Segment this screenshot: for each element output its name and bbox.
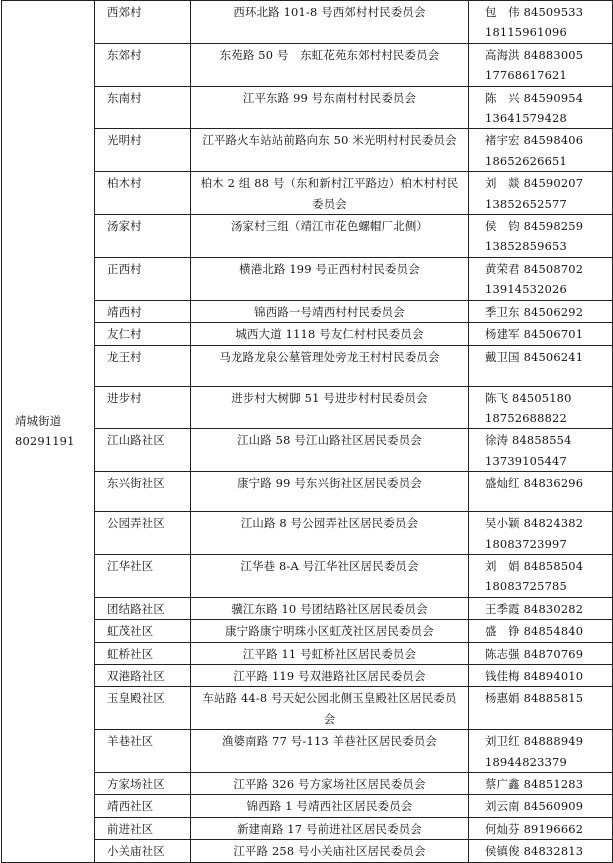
contact-mobile: 18083725785 [485,579,567,594]
address: 东苑路 50 号 东虹花苑东郊村村民委员会 [191,43,469,86]
contact-person-phone: 蔡广鑫 84851283 [485,777,584,791]
village-name: 汤家村 [95,215,191,258]
contact-cell [469,773,613,795]
village-name: 团结路社区 [95,597,191,619]
contact-person-phone: 陈 兴 84590954 [485,90,584,105]
contact-person-phone: 杨建军 84506701 [485,327,584,342]
contact-person-phone: 刘云南 84560909 [485,799,584,814]
address: 锦西路 1 号靖西社区居民委员会 [191,795,469,817]
contact-mobile: 13852859653 [485,239,567,254]
contact-cell [469,664,613,686]
contact-person-phone: 高海洪 84883005 [485,47,584,62]
village-name: 江山路社区 [95,429,191,472]
contact-person-phone: 刘 娟 84858504 [485,558,584,573]
community-contact-table [1,0,613,863]
contact-person-phone: 陈飞 84505180 [485,390,572,405]
village-name: 进步村 [95,386,191,429]
contact-cell [469,472,613,512]
contact-person-phone: 吴小颖 84824382 [485,516,584,531]
address: 进步村大树脚 51 号进步村村民委员会 [191,386,469,429]
village-name: 前进社区 [95,817,191,839]
contact-mobile: 18944823379 [485,754,567,769]
village-name: 靖西村 [95,300,191,322]
village-name: 虹桥社区 [95,642,191,664]
contact-person-phone: 钱佳梅 84894010 [485,668,584,683]
address: 康宁路康宁明珠小区虹茂社区居民委员会 [191,620,469,642]
village-name: 东郊村 [95,43,191,86]
village-name: 友仁村 [95,323,191,345]
contact-mobile: 18752688822 [485,410,567,425]
contact-cell [469,386,613,429]
address: 城西大道 1118 号友仁村村民委员会 [191,323,469,345]
address: 康宁路 99 号东兴街社区居民委员会 [191,472,469,512]
contact-mobile: 18652626651 [485,153,567,168]
contact-cell [469,597,613,619]
contact-cell [469,512,613,555]
contact-person-phone: 戴卫国 84506241 [485,349,584,364]
contact-cell [469,1,613,44]
village-name: 虹茂社区 [95,620,191,642]
table-row [2,1,613,44]
address: 马龙路龙泉公墓管理处旁龙王村村民委员会 [191,345,469,386]
contact-person-phone: 侯镇俊 84832813 [485,844,584,859]
contact-cell [469,620,613,642]
contact-person-phone: 何灿芬 89196662 [485,821,584,836]
address: 汤家村三组（靖江市花色螺帽厂北侧） [191,215,469,258]
address: 柏木 2 组 88 号（东和新村江平路边）柏木村村民委员会 [191,172,469,215]
village-name: 公园弄社区 [95,512,191,555]
contact-person-phone: 刘 燚 84590207 [485,176,584,191]
contact-cell [469,840,613,862]
contact-mobile: 13914532026 [485,282,567,297]
address: 锦西路一号靖西村村民委员会 [191,300,469,322]
village-name: 玉皇殿社区 [95,687,191,730]
contact-person-phone: 陈志强 84870769 [485,646,584,661]
contact-cell [469,687,613,730]
address: 江华巷 8-A 号江华社区居民委员会 [191,554,469,597]
contact-person-phone: 包 伟 84509533 [485,5,584,19]
district-cell [2,1,95,863]
address: 江平东路 99 号东南村村民委员会 [191,86,469,129]
contact-person-phone: 王季霞 84830282 [485,601,584,616]
address: 江平路 326 号方家场社区居民委员会 [191,773,469,795]
village-name: 龙王村 [95,345,191,386]
contact-cell [469,642,613,664]
address: 横港北路 199 号正西村村民委员会 [191,257,469,300]
village-name: 羊巷社区 [95,730,191,773]
contact-mobile: 18115961096 [485,25,567,40]
contact-cell [469,429,613,472]
contact-cell [469,129,613,172]
village-name: 小关庙社区 [95,840,191,862]
contact-cell [469,795,613,817]
contact-cell [469,257,613,300]
village-name: 正西村 [95,257,191,300]
contact-person-phone: 盛灿红 84836296 [485,476,584,491]
contact-cell [469,730,613,773]
contact-cell [469,172,613,215]
contact-cell [469,817,613,839]
contact-person-phone: 褚宇宏 84598406 [485,133,584,148]
contact-mobile: 13852652577 [485,196,567,211]
address: 江山路 58 号江山路社区居民委员会 [191,429,469,472]
contact-cell [469,43,613,86]
village-name: 靖西社区 [95,795,191,817]
contact-cell [469,323,613,345]
village-name: 柏木村 [95,172,191,215]
contact-cell [469,86,613,129]
contact-mobile: 13739105447 [485,453,567,468]
village-name: 双港路社区 [95,664,191,686]
contact-person-phone: 侯 钧 84598259 [485,219,584,234]
contact-cell [469,300,613,322]
contact-person-phone: 杨惠娟 84885815 [485,691,584,706]
address: 车站路 44-8 号天妃公园北侧玉皇殿社区居民委员会 [191,687,469,730]
village-name: 东兴街社区 [95,472,191,512]
contact-mobile: 17768617621 [485,68,567,83]
contact-mobile: 13641579428 [485,111,567,126]
village-name: 光明村 [95,129,191,172]
contact-person-phone: 盛 铮 84854840 [485,624,584,639]
contact-cell [469,554,613,597]
contact-cell [469,215,613,258]
village-name: 江华社区 [95,554,191,597]
address: 江平路 11 号虹桥社区居民委员会 [191,642,469,664]
village-name: 西郊村 [95,1,191,44]
address: 江平路 119 号双港路社区居民委员会 [191,664,469,686]
address: 江平路 258 号小关庙社区居民委员会 [191,840,469,862]
address: 西环北路 101-8 号西郊村村民委员会 [191,1,469,44]
contact-person-phone: 刘卫红 84888949 [485,734,584,749]
table-body [2,1,613,863]
contact-cell [469,345,613,386]
district-name: 靖城街道 [15,414,62,429]
contact-person-phone: 季卫东 84506292 [485,304,584,319]
address: 江山路 8 号公园弄社区居民委员会 [191,512,469,555]
district-phone: 80291191 [15,434,75,449]
village-name: 东南村 [95,86,191,129]
address: 骥江东路 10 号团结路社区居民委员会 [191,597,469,619]
village-name: 方家场社区 [95,773,191,795]
address: 新建南路 17 号前进社区居民委员会 [191,817,469,839]
address: 江平路火车站站前路向东 50 米光明村村民委员会 [191,129,469,172]
address: 渔婆南路 77 号-113 羊巷社区居民委员会 [191,730,469,773]
contact-mobile: 18083723997 [485,536,567,551]
contact-person-phone: 黄荣君 84508702 [485,261,584,276]
contact-person-phone: 徐涛 84858554 [485,433,572,448]
